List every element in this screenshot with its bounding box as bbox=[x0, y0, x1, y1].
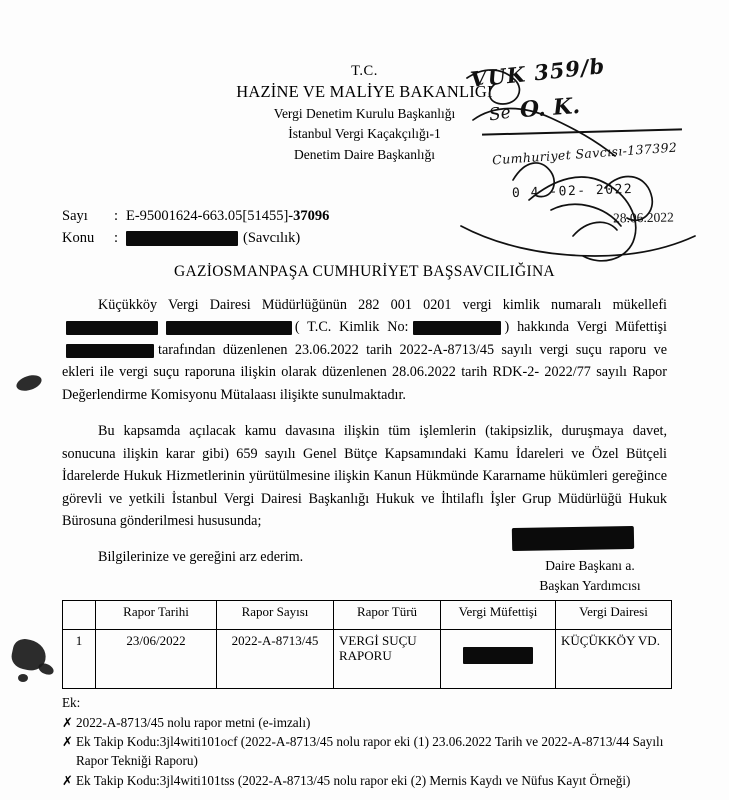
header-tc: T.C. bbox=[351, 63, 378, 79]
header-unit-line-2: İstanbul Vergi Kaçakçılığı-1 bbox=[288, 126, 441, 142]
prosecutor-stamp-label: Cumhuriyet Savcısı-137392 bbox=[491, 139, 678, 168]
paragraph-2: Bu kapsamda açılacak kamu davasına ilişkin tüm işlemlerin (takipsizlik, duruşmaya davet, sonucuna ilişkin karar gibi) 659 sayılı Genel Bütçe Kapsamındaki Kamu İdareleri ve Özel Bütçeli İdarelerde Hukuk Hizmetlerinin yürütülmesine ilişkin Kanun Hükmünde Kararname hükümleri gereğince görevli ve yetkili İstanbul Vergi Dairesi Başkanlığı Hukuk ve İhtilaflı İşler Grup Müdürlüğü Hukuk Bürosuna gönderilmesi hususunda; bbox=[62, 423, 667, 529]
document-meta bbox=[62, 205, 329, 250]
header-ministry: HAZİNE VE MALİYE BAKANLIĞI bbox=[236, 82, 493, 102]
paragraph-1-part-3: ) hakkında Vergi Müfettişi bbox=[504, 319, 667, 336]
signature-block bbox=[500, 556, 680, 595]
paragraph-1-part-2: ( T.C. Kimlik No: bbox=[294, 319, 409, 336]
attachment-text: Ek Takip Kodu:3jl4witi101ocf (2022-A-8713/45 nolu rapor eki (1) 23.06.2022 Tarih ve 2022-A-8713/44 Sayılı Rapor Tekniği Raporu) bbox=[76, 734, 664, 769]
cell-rapor-tarihi: 23/06/2022 bbox=[96, 630, 217, 689]
header-unit-line-3: Denetim Daire Başkanlığı bbox=[294, 146, 435, 162]
addressee-line: GAZİOSMANPAŞA CUMHURİYET BAŞSAVCILIĞINA bbox=[174, 263, 555, 280]
redaction-signature bbox=[512, 526, 634, 551]
cell-index: 1 bbox=[63, 630, 96, 689]
redaction-taxpayer-name bbox=[66, 321, 158, 335]
list-item bbox=[62, 733, 672, 770]
handwritten-initials: O. K. bbox=[519, 92, 581, 124]
redaction-table-inspector bbox=[463, 647, 533, 664]
table-header-rapor-sayisi: Rapor Sayısı bbox=[217, 601, 334, 630]
check-icon: ✗ bbox=[62, 734, 73, 750]
sayi-value-bold: 37096 bbox=[293, 208, 330, 224]
sayi-value-prefix: E-95001624-663.05[51455]- bbox=[126, 208, 294, 224]
cell-vergi-dairesi: KÜÇÜKKÖY VD. bbox=[556, 630, 672, 689]
report-table-head bbox=[63, 601, 672, 630]
list-item bbox=[62, 772, 672, 791]
document-header bbox=[0, 62, 729, 164]
redaction-konu bbox=[126, 231, 238, 246]
attachment-text: 2022-A-8713/45 nolu rapor metni (e-imzalı) bbox=[76, 714, 311, 730]
sayi-value bbox=[126, 205, 329, 227]
list-item bbox=[62, 714, 672, 733]
paragraph-3: Bilgilerinize ve gereğini arz ederim. bbox=[98, 549, 304, 566]
check-icon: ✗ bbox=[62, 772, 73, 788]
table-row bbox=[63, 630, 672, 689]
handwritten-initial-se: Se bbox=[487, 102, 513, 126]
meta-row-konu bbox=[62, 227, 329, 249]
cell-rapor-sayisi: 2022-A-8713/45 bbox=[217, 630, 334, 689]
konu-value-suffix: (Savcılık) bbox=[243, 230, 301, 247]
date-stamp: 0 4 -02- 2022 bbox=[511, 181, 634, 202]
table-header-rapor-turu: Rapor Türü bbox=[334, 601, 441, 630]
konu-label: Konu bbox=[62, 230, 95, 247]
konu-colon: : bbox=[114, 230, 119, 247]
meta-row-sayi bbox=[62, 205, 329, 227]
signature-title-2: Başkan Yardımcısı bbox=[539, 577, 641, 593]
attachments-title: Ek: bbox=[62, 695, 81, 710]
table-header-index bbox=[63, 601, 96, 630]
paragraph-1-part-1: Küçükköy Vergi Dairesi Müdürlüğünün 282 001 0201 vergi kimlik numaralı mükellefi bbox=[98, 297, 667, 313]
redaction-inspector-name bbox=[66, 344, 154, 358]
paragraph-1 bbox=[62, 294, 667, 406]
redaction-tckn bbox=[413, 321, 501, 335]
redaction-taxpayer-name-2 bbox=[166, 321, 292, 335]
sayi-colon: : bbox=[114, 208, 119, 224]
handwritten-note: VUK 359/b bbox=[469, 52, 607, 93]
check-icon: ✗ bbox=[62, 714, 73, 730]
paragraph-1-part-4: tarafından düzenlenen 23.06.2022 tarih 2022-A-8713/45 sayılı vergi suçu raporu ve ekleri ile vergi suçu raporuna ilişkin olarak düzenlenen 28.06.2022 tarih RDK-2- 2022/77 sayılı Rapor Değerlendirme Komisyonu Mütalaası ilişikte sunulmaktadır. bbox=[62, 341, 667, 403]
sayi-label: Sayı bbox=[62, 208, 88, 224]
report-table-body bbox=[63, 630, 672, 689]
attachments-section bbox=[62, 694, 672, 792]
table-header-vergi-dairesi: Vergi Dairesi bbox=[556, 601, 672, 630]
cell-rapor-turu: VERGİ SUÇU RAPORU bbox=[334, 630, 441, 689]
table-header-row bbox=[63, 601, 672, 630]
table-header-rapor-tarihi: Rapor Tarihi bbox=[96, 601, 217, 630]
header-unit-line-1: Vergi Denetim Kurulu Başkanlığı bbox=[273, 105, 456, 121]
scan-artifact bbox=[37, 661, 56, 677]
attachment-text: Ek Takip Kodu:3jl4witi101tss (2022-A-8713/45 nolu rapor eki (2) Mernis Kaydı ve Nüfus Kayıt Örneği) bbox=[76, 772, 631, 788]
signature-title-1: Daire Başkanı a. bbox=[545, 558, 635, 573]
document-date: 28.06.2022 bbox=[612, 209, 674, 226]
table-header-vergi-mufettisi: Vergi Müfettişi bbox=[441, 601, 556, 630]
cell-vergi-mufettisi bbox=[441, 630, 556, 689]
scan-artifact bbox=[18, 674, 28, 682]
report-table bbox=[62, 600, 672, 689]
scan-artifact bbox=[14, 372, 43, 393]
